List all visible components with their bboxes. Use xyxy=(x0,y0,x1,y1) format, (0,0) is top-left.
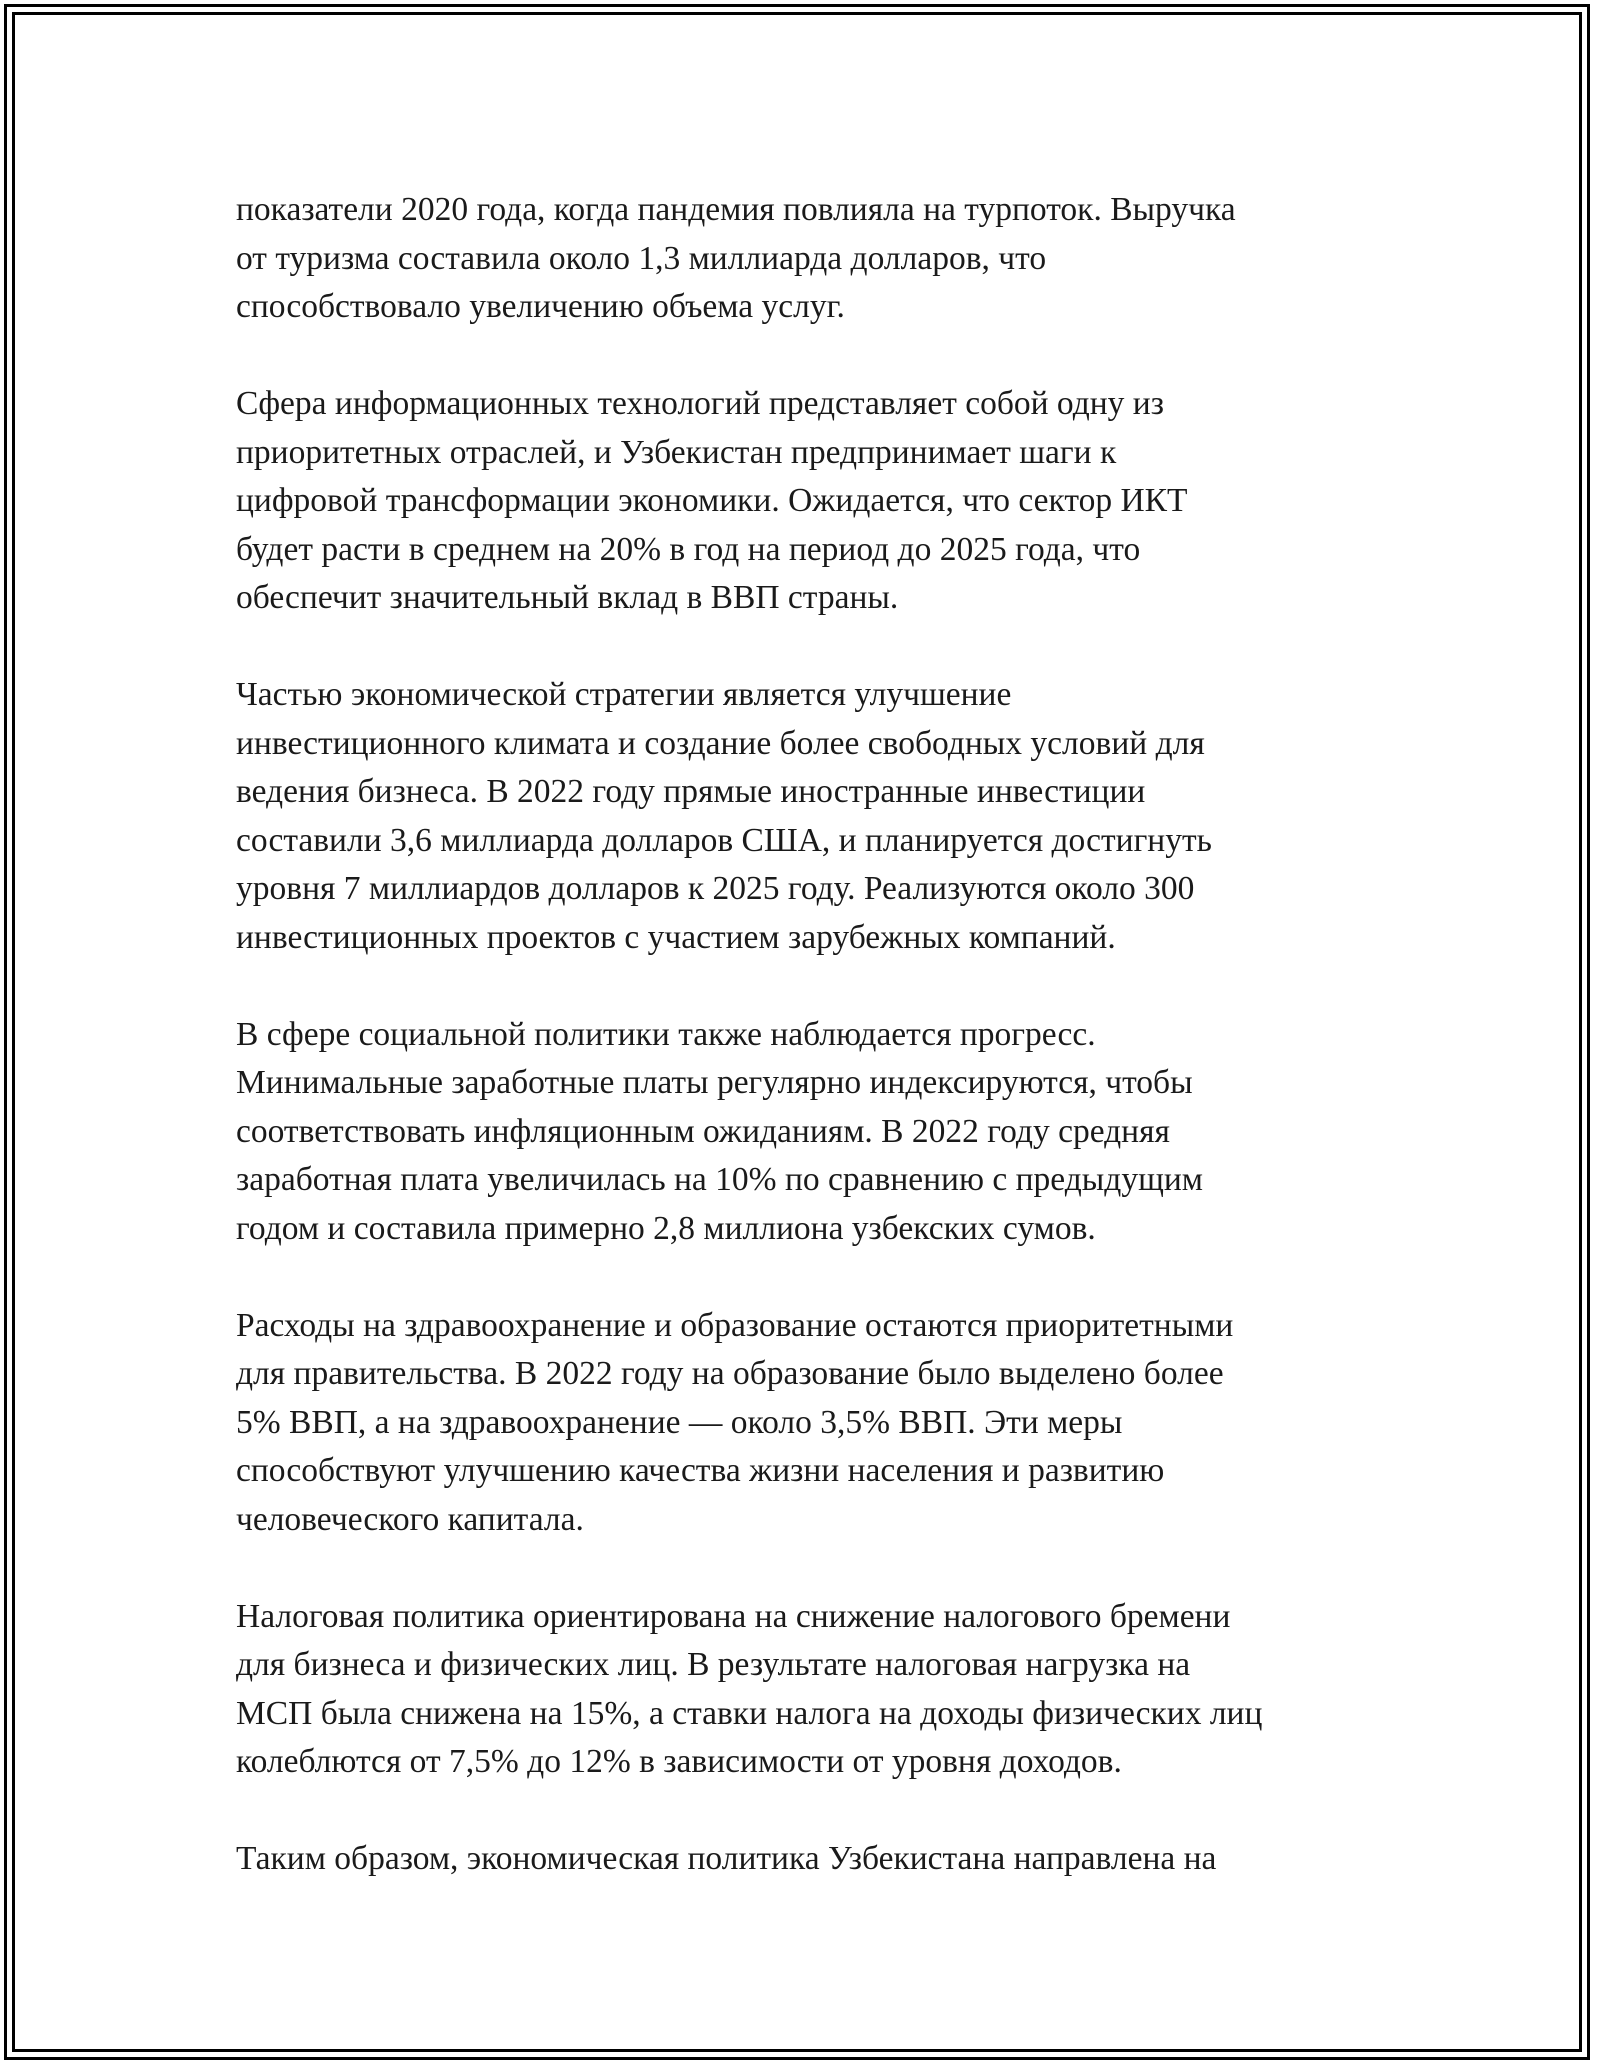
text-line: будет расти в среднем на 20% в год на период до 2025 года, что xyxy=(236,530,1141,568)
text-line: Сфера информационных технологий представляет собой одну из xyxy=(236,385,1164,422)
text-line: составили 3,6 миллиарда долларов США, и планируется достигнуть xyxy=(236,821,1212,859)
paragraph xyxy=(236,671,1376,962)
text-line: обеспечит значительный вклад в ВВП страны. xyxy=(236,579,899,616)
document-body xyxy=(236,186,1376,1932)
text-line: МСП была снижена на 15%, а ставки налога на доходы физических лиц xyxy=(236,1694,1263,1732)
paragraph xyxy=(236,1011,1376,1254)
text-line: инвестиционного климата и создание более свободных условий для xyxy=(236,724,1205,762)
text-line: способствуют улучшению качества жизни населения и развитию xyxy=(236,1452,1165,1489)
text-line: от туризма составила около 1,3 миллиарда долларов, что xyxy=(236,239,1047,277)
paragraph xyxy=(236,1835,1376,1884)
text-line: человеческого капитала. xyxy=(236,1500,584,1538)
text-line: В сфере социальной политики также наблюдается прогресс. xyxy=(236,1015,1096,1053)
paragraph xyxy=(236,1302,1376,1545)
text-line: уровня 7 миллиардов долларов к 2025 году. Реализуются около 300 xyxy=(236,870,1195,907)
text-line: заработная плата увеличилась на 10% по сравнению с предыдущим xyxy=(236,1161,1203,1198)
paragraph xyxy=(236,380,1376,623)
text-line: соответствовать инфляционным ожиданиям. В 2022 году средняя xyxy=(236,1112,1170,1150)
text-line: ведения бизнеса. В 2022 году прямые иностранные инвестиции xyxy=(236,773,1146,810)
text-line: Минимальные заработные платы регулярно индексируются, чтобы xyxy=(236,1064,1193,1101)
text-line: цифровой трансформации экономики. Ожидается, что сектор ИКТ xyxy=(236,482,1188,519)
text-line: Таким образом, экономическая политика Узбекистана направлена на xyxy=(236,1840,1217,1877)
text-line: приоритетных отраслей, и Узбекистан предпринимает шаги к xyxy=(236,433,1117,471)
text-line: 5% ВВП, а на здравоохранение — около 3,5% ВВП. Эти меры xyxy=(236,1403,1123,1441)
text-line: колеблются от 7,5% до 12% в зависимости от уровня доходов. xyxy=(236,1743,1122,1780)
text-line: Налоговая политика ориентирована на снижение налогового бремени xyxy=(236,1597,1231,1635)
text-line: способствовало увеличению объема услуг. xyxy=(236,288,845,325)
paragraph xyxy=(236,1593,1376,1787)
paragraph xyxy=(236,186,1376,332)
text-line: Частью экономической стратегии является улучшение xyxy=(236,676,1012,713)
text-line: для правительства. В 2022 году на образование было выделено более xyxy=(236,1355,1224,1392)
text-line: Расходы на здравоохранение и образование остаются приоритетными xyxy=(236,1306,1234,1344)
text-line: инвестиционных проектов с участием зарубежных компаний. xyxy=(236,918,1116,956)
text-line: для бизнеса и физических лиц. В результате налоговая нагрузка на xyxy=(236,1646,1191,1683)
text-line: показатели 2020 года, когда пандемия повлияла на турпоток. Выручка xyxy=(236,191,1236,228)
text-line: годом и составила примерно 2,8 миллиона узбекских сумов. xyxy=(236,1209,1096,1247)
